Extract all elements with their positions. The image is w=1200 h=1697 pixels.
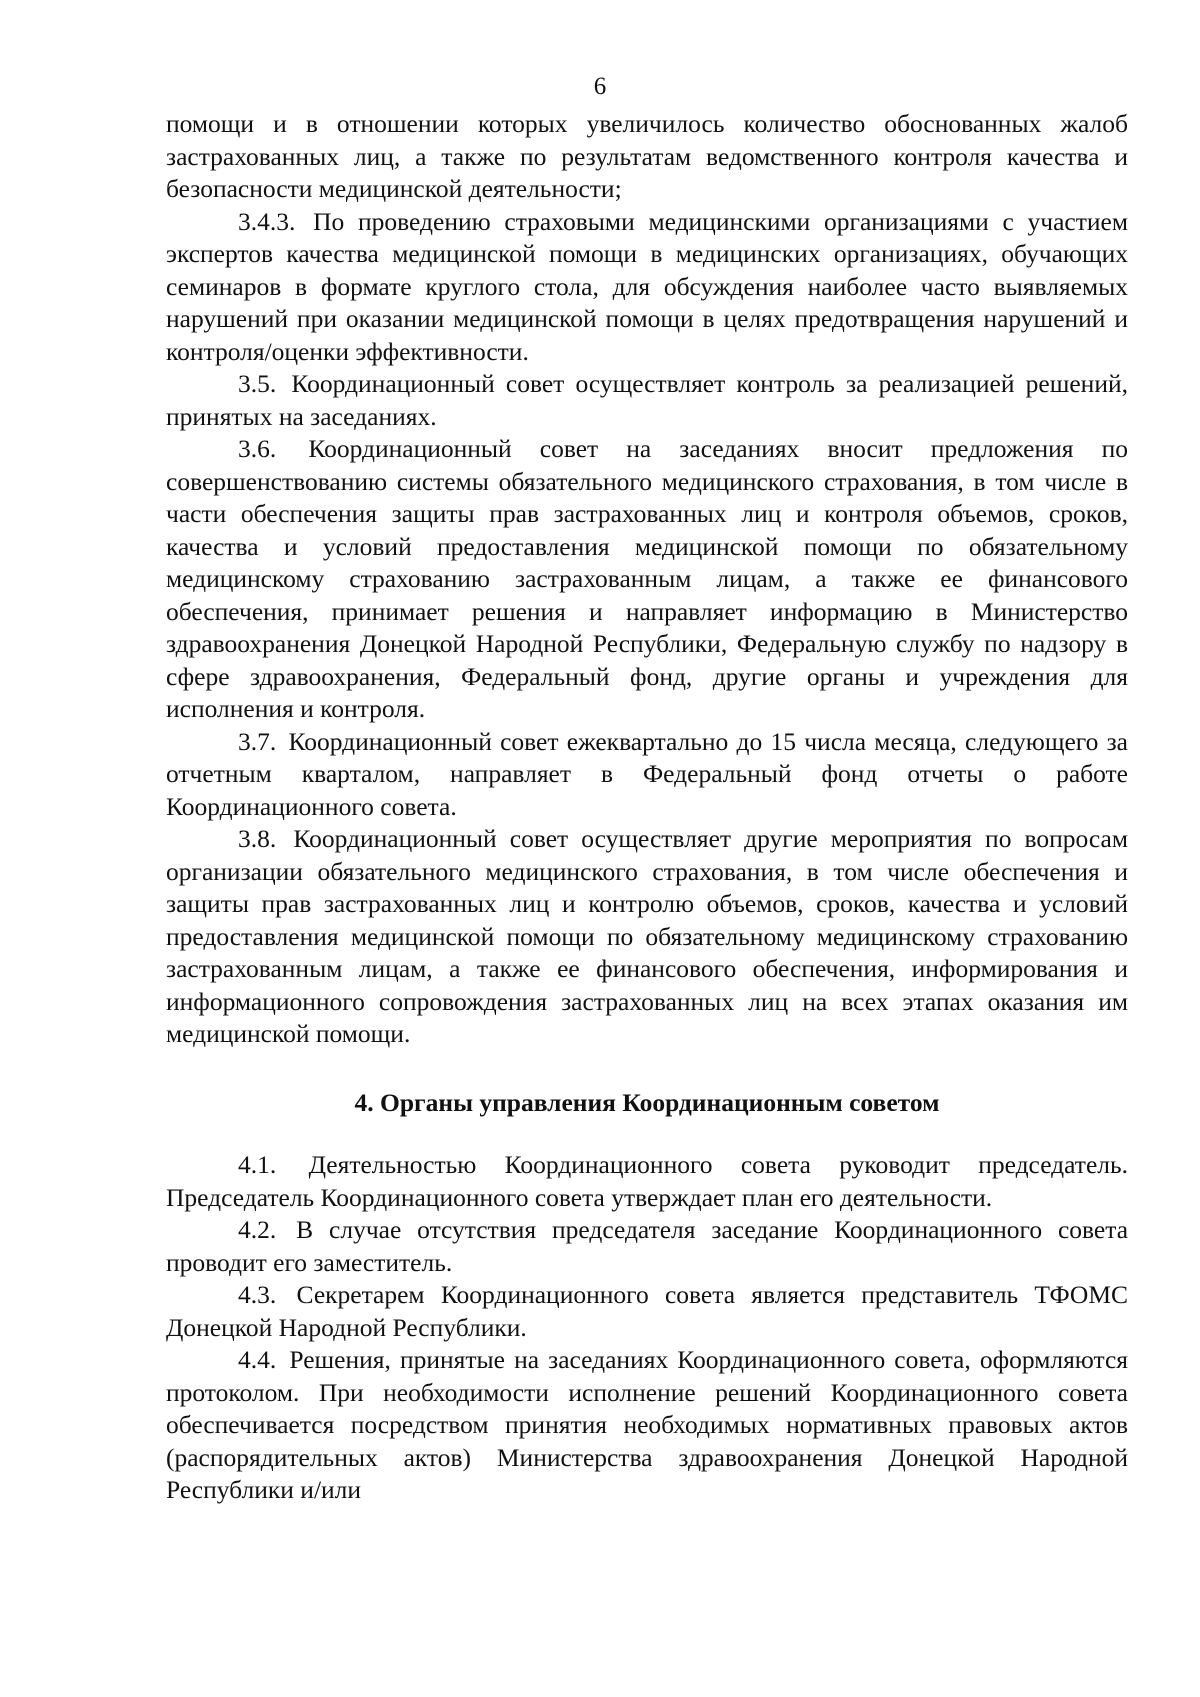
paragraph-number: 4.2. [238, 1215, 277, 1244]
paragraph-number: 3.6. [238, 434, 277, 463]
paragraph-text: Секретарем Координационного совета является представитель ТФОМС Донецкой Народной Республики. [166, 1280, 1128, 1342]
paragraph-text: Координационный совет осуществляет контроль за реализацией решений, принятых на заседаниях. [166, 369, 1128, 431]
paragraph-3-6 [166, 433, 1128, 726]
paragraph-number: 3.5. [238, 369, 277, 398]
paragraph [166, 108, 1128, 206]
paragraph-text: Деятельностью Координационного совета руководит председатель. Председатель Координационного совета утверждает план его деятельности. [166, 1150, 1128, 1212]
paragraph-text: Решения, принятые на заседаниях Координационного совета, оформляются протоколом. При необходимости исполнение решений Координационного совета обеспечивается посредством принятия необходимых нормативных правовых актов (распорядительных актов) Министерства здравоохранения Донецкой Народной Республики и/или [166, 1345, 1129, 1504]
document-body [166, 108, 1128, 1507]
paragraph-3-4-3 [166, 206, 1128, 369]
paragraph-number: 3.7. [238, 726, 277, 756]
paragraph-3-8 [166, 823, 1128, 1051]
paragraph-4-3 [166, 1279, 1128, 1344]
paragraph-number: 3.8. [238, 824, 277, 853]
paragraph-text: Координационный совет на заседаниях вносит предложения по совершенствованию системы обязательного медицинского страхования, в том числе в части обеспечения защиты прав застрахованных лиц и контроля объемов, сроков, качества и условий предоставления медицинской помощи по обязательному медицинскому страхованию застрахованным лицам, а также ее финансового обеспечения, принимает решения и направляет информацию в Министерство здравоохранения Донецкой Народной Республики, Федеральную службу по надзору в сфере здравоохранения, Федеральный фонд, другие органы и учреждения для исполнения и контроля. [166, 434, 1128, 723]
section-heading: 4. Органы управления Координационным советом [354, 1087, 940, 1117]
paragraph-text: Координационный совет ежеквартально до 15 числа месяца, следующего за отчетным кварталом, направляет в Федеральный фонд отчеты о работе Координационного совета. [166, 726, 1128, 821]
paragraph-text: По проведению страховыми медицинскими организациями с участием экспертов качества медицинской помощи в медицинских организациях, обучающих семинаров в формате круглого стола, для обсуждения наиболее часто выявляемых нарушений при оказании медицинской помощи в целях предотвращения нарушений и контроля/оценки эффективности. [166, 206, 1128, 366]
paragraph-text: Координационный совет осуществляет другие мероприятия по вопросам организации обязательного медицинского страхования, в том числе обеспечения и защиты прав застрахованных лиц и контролю объемов, сроков, качества и условий предоставления медицинской помощи по обязательному медицинскому страхованию застрахованным лицам, а также ее финансового обеспечения, информирования и информационного сопровождения застрахованных лиц на всех этапах оказания им медицинской помощи. [166, 824, 1129, 1048]
paragraph-text: помощи и в отношении которых увеличилось количество обоснованных жалоб застрахованных лиц, а также по результатам ведомственного контроля качества и безопасности медицинской деятельности; [166, 109, 1128, 203]
page-number: 6 [593, 73, 607, 100]
paragraph-number: 3.4.3. [238, 206, 296, 236]
paragraph-number: 4.4. [238, 1345, 277, 1374]
paragraph-3-5 [166, 368, 1128, 433]
paragraph-4-4 [166, 1344, 1128, 1507]
paragraph-text: В случае отсутствия председателя заседание Координационного совета проводит его заместитель. [166, 1215, 1129, 1277]
paragraph-number: 4.1. [238, 1150, 277, 1179]
paragraph-4-1 [166, 1149, 1128, 1214]
paragraph-number: 4.3. [238, 1280, 277, 1309]
paragraph-4-2 [166, 1214, 1128, 1279]
paragraph-3-7 [166, 726, 1128, 824]
